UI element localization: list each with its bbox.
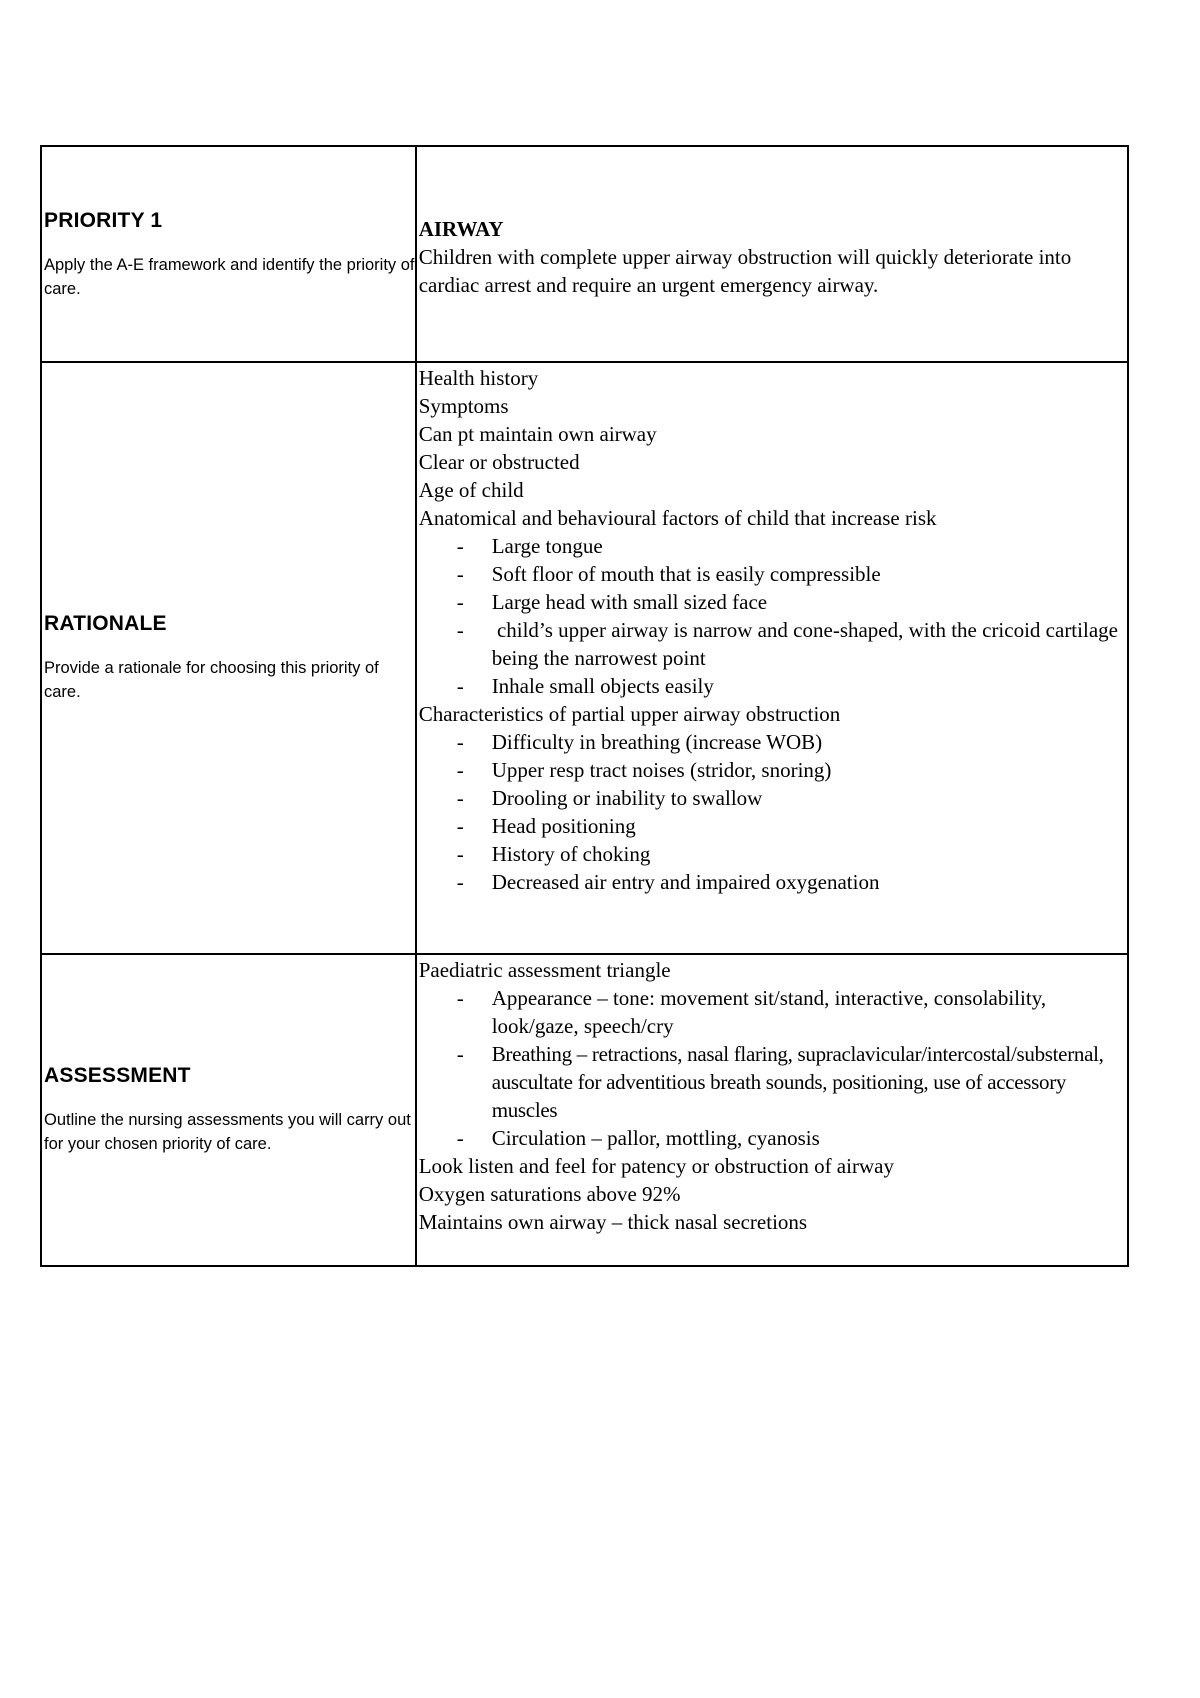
priority-heading: AIRWAY (418, 217, 504, 241)
care-plan-table (40, 145, 1129, 1267)
rationale-line: Age of child (418, 478, 524, 502)
rationale-title: RATIONALE (44, 612, 167, 635)
triangle-heading: Paediatric assessment triangle (418, 958, 671, 982)
priority-text: Children with complete upper airway obstruction will quickly deteriorate into cardiac arrest and require an urgent emergency airway. (418, 245, 1072, 297)
list-item: - Inhale small objects easily (456, 674, 714, 698)
rationale-description: Provide a rationale for choosing this priority of care. (44, 659, 379, 701)
list-item: - Difficulty in breathing (increase WOB) (456, 730, 823, 754)
bullet-marker: - (456, 1126, 464, 1150)
rationale-line: Health history (418, 366, 539, 390)
rationale-line: Symptoms (418, 394, 509, 418)
list-item: - Upper resp tract noises (stridor, snoring) (456, 758, 832, 782)
list-item: - History of choking (456, 842, 651, 866)
list-item: - Large head with small sized face (456, 590, 768, 614)
bullet-marker: - (456, 1042, 464, 1066)
rationale-line: Can pt maintain own airway (418, 422, 657, 446)
bullet-marker: - (456, 870, 464, 894)
priority-row (41, 146, 1128, 362)
assessment-content-cell (416, 954, 1128, 1266)
bullet-marker: - (456, 814, 464, 838)
bullet-marker: - (456, 786, 464, 810)
list-item: - Head positioning (456, 814, 636, 838)
rationale-line: Anatomical and behavioural factors of child that increase risk (418, 506, 937, 530)
bullet-marker: - (456, 618, 464, 642)
priority-label-cell (41, 146, 416, 362)
bullet-marker: - (456, 534, 464, 558)
bullet-marker: - (456, 674, 464, 698)
list-item: - Large tongue (456, 534, 603, 558)
list-item: - Breathing – retractions, nasal flaring, supraclavicular/intercostal/substernal, auscultate for adventitious breath sounds, positioning, use of accessory muscles (456, 1042, 1104, 1122)
bullet-marker: - (456, 986, 464, 1010)
assessment-line: Maintains own airway – thick nasal secretions (418, 1210, 808, 1234)
bullet-marker: - (456, 562, 464, 586)
partial-obstruction-heading: Characteristics of partial upper airway obstruction (418, 702, 841, 726)
partial-obstruction-list (419, 728, 1127, 896)
priority-content-cell (416, 146, 1128, 362)
list-item: - Soft floor of mouth that is easily compressible (456, 562, 881, 586)
list-item: - Circulation – pallor, mottling, cyanosis (456, 1126, 820, 1150)
rationale-label-cell (41, 362, 416, 954)
triangle-list (419, 984, 1127, 1152)
bullet-marker: - (456, 590, 464, 614)
assessment-description: Outline the nursing assessments you will carry out for your chosen priority of care. (44, 1111, 411, 1153)
list-item: - Decreased air entry and impaired oxygenation (456, 870, 880, 894)
list-item: - child’s upper airway is narrow and cone-shaped, with the cricoid cartilage being the narrowest point (456, 618, 1124, 670)
list-item: - Appearance – tone: movement sit/stand, interactive, consolability, look/gaze, speech/cry (456, 986, 1047, 1038)
rationale-line: Clear or obstructed (418, 450, 580, 474)
assessment-title: ASSESSMENT (44, 1064, 191, 1087)
rationale-content-cell (416, 362, 1128, 954)
assessment-line: Look listen and feel for patency or obstruction of airway (418, 1154, 894, 1178)
bullet-marker: - (456, 842, 464, 866)
priority-title: PRIORITY 1 (44, 209, 163, 232)
assessment-row (41, 954, 1128, 1266)
bullet-marker: - (456, 758, 464, 782)
risk-factor-list (419, 532, 1127, 700)
assessment-label-cell (41, 954, 416, 1266)
priority-description: Apply the A-E framework and identify the priority of care. (44, 256, 415, 298)
assessment-line: Oxygen saturations above 92% (418, 1182, 681, 1206)
bullet-marker: - (456, 730, 464, 754)
list-item: - Drooling or inability to swallow (456, 786, 763, 810)
rationale-row (41, 362, 1128, 954)
